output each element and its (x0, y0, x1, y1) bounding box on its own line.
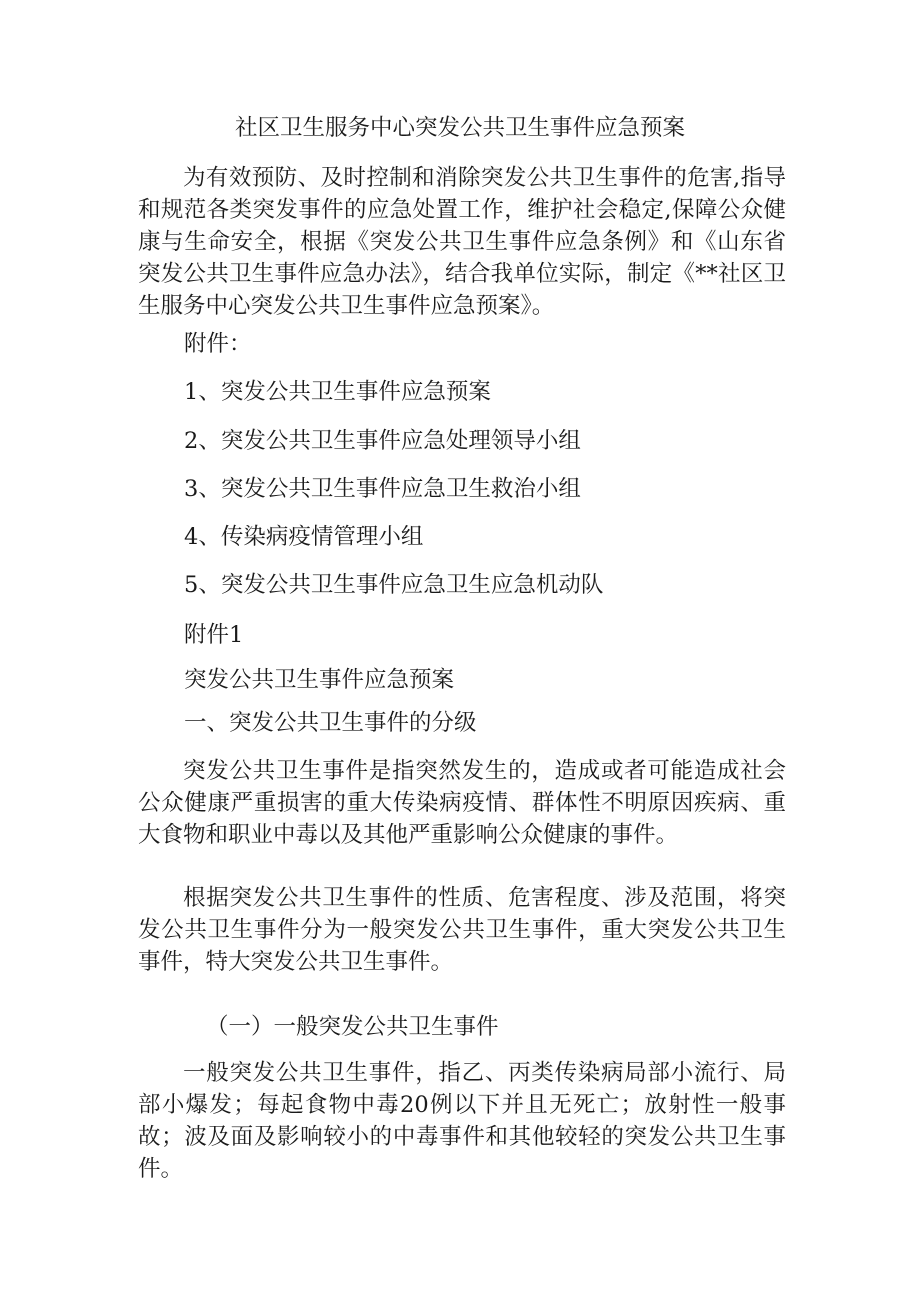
attachment-item-4: 4、传染病疫情管理小组 (184, 524, 424, 550)
attachment-item-5: 5、突发公共卫生事件应急卫生应急机动队 (184, 572, 604, 598)
section1-heading: 一、突发公共卫生事件的分级 (184, 710, 477, 736)
attachment1-title: 突发公共卫生事件应急预案 (184, 667, 455, 693)
section1-paragraph-2: 根据突发公共卫生事件的性质、危害程度、涉及范围，将突发公共卫生事件分为一般突发公共卫生事件，重大突发公共卫生事件，特大突发公共卫生事件。 (138, 885, 786, 975)
intro-paragraph: 为有效预防、及时控制和消除突发公共卫生事件的危害,指导和规范各类突发事件的应急处置工作，维护社会稳定,保障公众健康与生命安全，根据《突发公共卫生事件应急条例》和《山东省突发公共卫生事件应急办法》，结合我单位实际，制定《**社区卫生服务中心突发公共卫生事件应急预案》。 (138, 165, 786, 319)
attachments-label: 附件： (184, 331, 252, 357)
attachment1-label: 附件1 (184, 622, 244, 648)
subsection1-paragraph: 一般突发公共卫生事件，指乙、丙类传染病局部小流行、局部小爆发；每起食物中毒20例以下并且无死亡；放射性一般事故；波及面及影响较小的中毒事件和其他较轻的突发公共卫生事件。 (138, 1060, 786, 1182)
subsection1-heading: （一）一般突发公共卫生事件 (206, 1014, 499, 1040)
attachment-item-1: 1、突发公共卫生事件应急预案 (184, 379, 491, 405)
section1-paragraph-1: 突发公共卫生事件是指突然发生的，造成或者可能造成社会公众健康严重损害的重大传染病疫情、群体性不明原因疾病、重大食物和职业中毒以及其他严重影响公众健康的事件。 (138, 758, 786, 848)
document-title: 社区卫生服务中心突发公共卫生事件应急预案 (234, 115, 685, 141)
attachment-item-3: 3、突发公共卫生事件应急卫生救治小组 (184, 476, 581, 502)
attachment-item-2: 2、突发公共卫生事件应急处理领导小组 (184, 428, 581, 454)
